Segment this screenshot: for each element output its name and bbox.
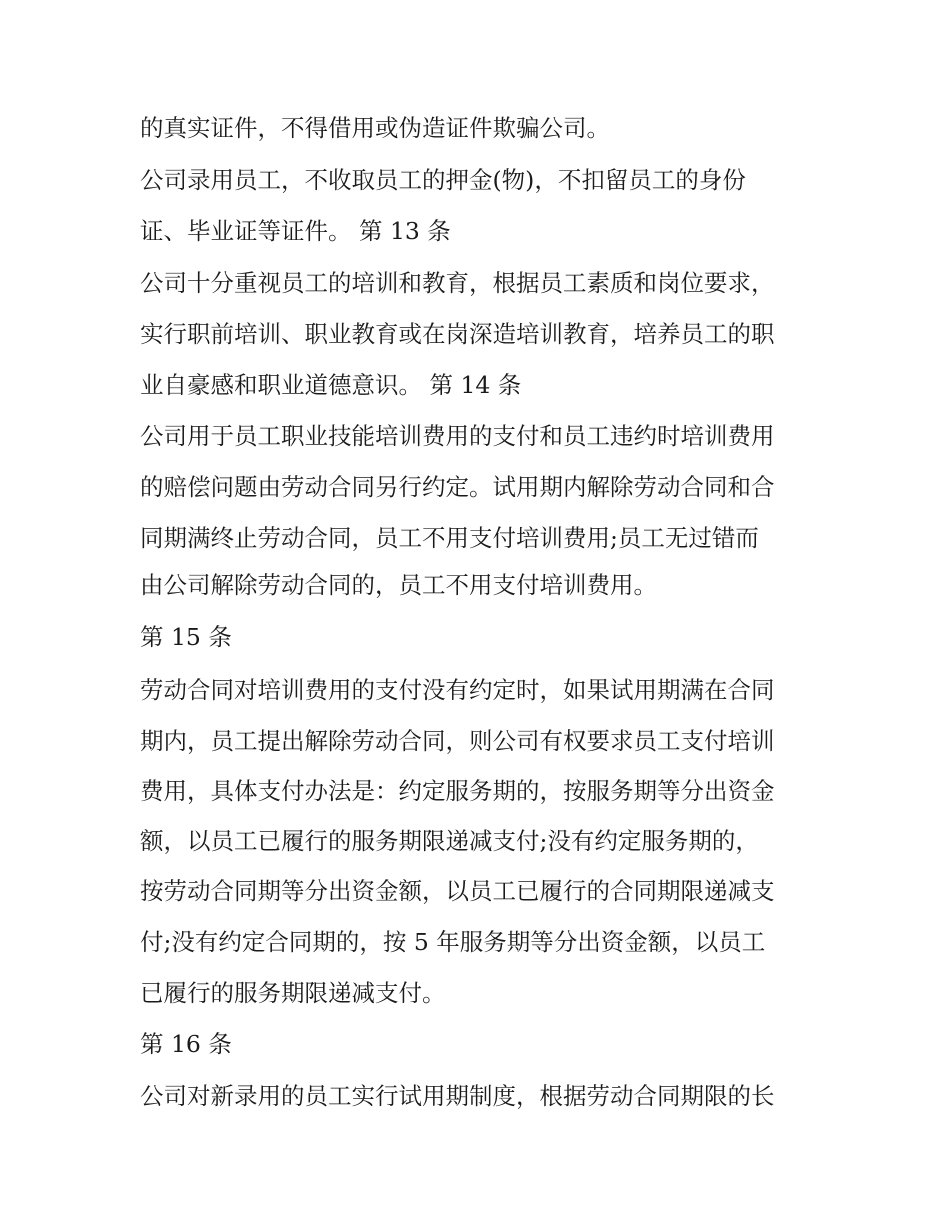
section-heading: 第 16 条	[140, 1030, 232, 1058]
text-line: 付;没有约定合同期的，按 5 年服务期等分出资金额，以员工	[140, 928, 766, 956]
text-line: 期内，员工提出解除劳动合同，则公司有权要求员工支付培训	[140, 727, 775, 755]
section-heading: 第 15 条	[140, 623, 232, 651]
text-line: 由公司解除劳动合同的，员工不用支付培训费用。	[140, 571, 657, 599]
text-line: 额，以员工已履行的服务期限递减支付;没有约定服务期的，	[140, 827, 759, 855]
text-line: 已履行的服务期限递减支付。	[140, 979, 446, 1007]
text-line: 劳动合同对培训费用的支付没有约定时，如果试用期满在合同	[140, 676, 775, 704]
text-line: 的赔偿问题由劳动合同另行约定。试用期内解除劳动合同和合	[140, 473, 775, 501]
text-line: 公司录用员工，不收取员工的押金(物)，不扣留员工的身份	[140, 166, 746, 194]
text-line: 费用，具体支付办法是：约定服务期的，按服务期等分出资金	[140, 777, 775, 805]
text-line: 公司十分重视员工的培训和教育，根据员工素质和岗位要求，	[140, 269, 775, 297]
text-line: 实行职前培训、职业教育或在岗深造培训教育，培养员工的职	[140, 320, 775, 348]
text-line: 证、毕业证等证件。 第 13 条	[140, 217, 451, 245]
text-line: 的真实证件，不得借用或伪造证件欺骗公司。	[140, 114, 610, 142]
text-line: 公司对新录用的员工实行试用期制度，根据劳动合同期限的长	[140, 1082, 775, 1110]
text-line: 同期满终止劳动合同，员工不用支付培训费用;员工无过错而	[140, 524, 759, 552]
text-line: 按劳动合同期等分出资金额，以员工已履行的合同期限递减支	[140, 877, 775, 905]
text-line: 业自豪感和职业道德意识。 第 14 条	[140, 371, 522, 399]
text-line: 公司用于员工职业技能培训费用的支付和员工违约时培训费用	[140, 422, 775, 450]
